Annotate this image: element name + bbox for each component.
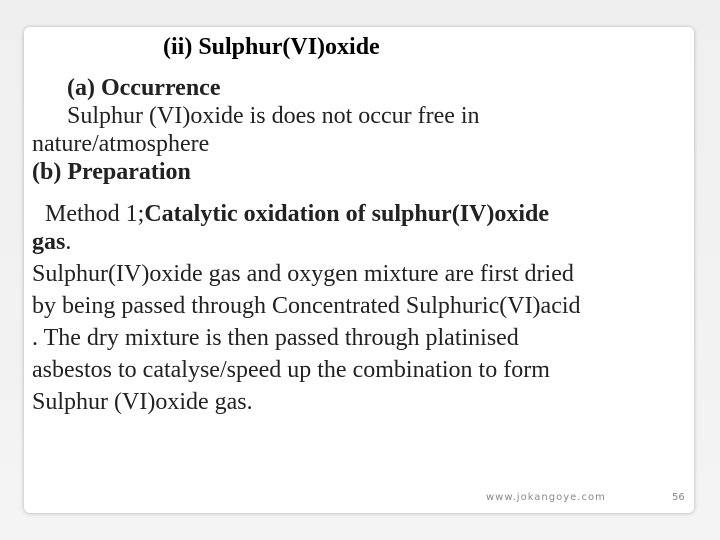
method-line xyxy=(32,200,682,228)
slide-title: (ii) Sulphur(VI)oxide xyxy=(163,34,380,60)
method-title-part-1: Catalytic oxidation of sulphur(IV)oxide xyxy=(144,201,550,227)
footer-url: www.jokangoye.com xyxy=(486,492,606,503)
paragraph-line: asbestos to catalyse/speed up the combination to form xyxy=(32,357,550,383)
slide-body xyxy=(32,74,682,416)
paragraph-line: Sulphur(IV)oxide gas and oxygen mixture are first dried xyxy=(32,261,574,287)
paragraph-line: by being passed through Concentrated Sulphuric(VI)acid xyxy=(32,293,581,319)
method-prefix: Method 1; xyxy=(45,201,145,227)
method-title-part-2: gas xyxy=(32,229,66,255)
occurrence-text-line-1: Sulphur (VI)oxide is does not occur free in xyxy=(67,103,480,129)
page-number: 56 xyxy=(672,492,685,503)
paragraph-line: . The dry mixture is then passed through platinised xyxy=(32,325,519,351)
occurrence-text-line-2: nature/atmosphere xyxy=(32,131,210,157)
paragraph-line: Sulphur (VI)oxide gas. xyxy=(32,389,253,415)
method-title-line-2 xyxy=(32,228,682,256)
method-period: . xyxy=(65,229,72,255)
occurrence-heading: (a) Occurrence xyxy=(67,75,221,101)
preparation-heading: (b) Preparation xyxy=(32,159,191,185)
